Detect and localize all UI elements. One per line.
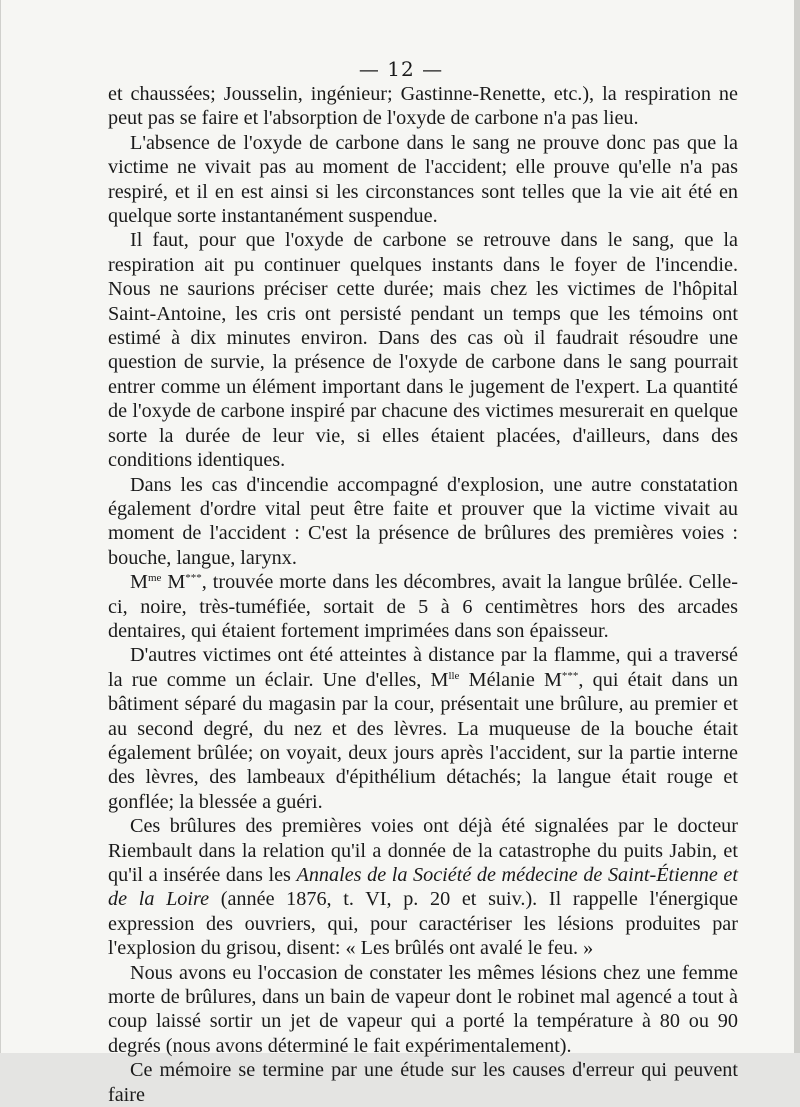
paragraph-6-after: , qui était dans un bâtiment séparé du magasin par la cour, présentait une brûlure, au premier et au second degré, du nez et des lèvres. La muqueuse de la bouche était également brûlée; on voyait, deux jours après l'accident, sur la partie interne des lèvres, des lambeaux d'épithélium détachés; la langue était rouge et gonflée; la blessée a guéri.: [108, 668, 738, 813]
honorific-mlle: M: [430, 668, 449, 691]
victim-name: M: [167, 571, 186, 594]
paragraph-5: [108, 570, 738, 643]
paragraph-7: [108, 814, 738, 960]
body-text: [108, 82, 738, 1107]
paragraph-7-before: Ces brûlures des premières voies ont déjà été signalées par le docteur Riembault dans la relation qu'il a donnée de la catastrophe du puits Jabin, et qu'il a insérée dans les: [108, 815, 738, 886]
paragraph-1: et chaussées; Jousselin, ingénieur; Gastinne-Renette, etc.), la respiration ne peut pas se faire et l'absorption de l'oxyde de carbone n'a pas lieu.: [108, 83, 738, 130]
paragraph-2: L'absence de l'oxyde de carbone dans le sang ne prouve donc pas que la victime ne vivait pas au moment de l'accident; elle prouve qu'elle n'a pas respiré, et il en est ainsi si les circonstances sont telles que la vie ait été en quelque sorte instantanément suspendue.: [108, 131, 738, 228]
journal-title: Annales de la Société de médecine de Saint-Étienne et de la Loire: [108, 864, 738, 911]
honorific-mme-sup: me: [147, 572, 162, 585]
victim-name-sup: ***: [185, 572, 202, 585]
paragraph-9: Ce mémoire se termine par une étude sur les causes d'erreur qui peuvent faire: [108, 1059, 738, 1106]
paragraph-7-after: (année 1876, t. VI, p. 20 et suiv.). Il rappelle l'énergique expression des ouvriers, qui, pour caractériser les lésions produites par l'explosion du grisou, disent: « Les brûlés ont avalé le feu. »: [108, 888, 738, 960]
page-number: — 12 —: [358, 57, 444, 81]
honorific-mme: M: [130, 571, 148, 594]
victim-name-melanie: Mélanie M: [459, 668, 562, 691]
paragraph-6-before: D'autres victimes ont été atteintes à distance par la flamme, qui a traversé la rue comme un éclair. Une d'elles,: [108, 644, 738, 691]
paragraph-6: [108, 643, 738, 814]
paragraph-4: Dans les cas d'incendie accompagné d'explosion, une autre constatation également d'ordre vital peut être faite et prouver que la victime vivait au moment de l'accident : C'est la présence de brûlures des premières voies : bouche, langue, larynx.: [108, 473, 738, 569]
paragraph-3: Il faut, pour que l'oxyde de carbone se retrouve dans le sang, que la respiration ait pu continuer quelques instants dans le foyer de l'incendie. Nous ne saurions préciser cette durée; mais chez les victimes de l'hôpital Saint-Antoine, les cris ont persisté pendant un temps que les témoins ont estimé à dix minutes environ. Dans des cas où il faudrait résoudre une question de survie, la présence de l'oxyde de carbone dans le sang pourrait entrer comme un élément important dans le jugement de l'expert. La quantité de l'oxyde de carbone inspiré par chacune des victimes mesurerait en quelque sorte la durée de leur vie, si elles étaient placées, d'ailleurs, dans des conditions identiques.: [108, 229, 738, 472]
paragraph-5-text: , trouvée morte dans les décombres, avait la langue brûlée. Celle-ci, noire, très-tuméfiée, sortait de 5 à 6 centimètres hors des arcades dentaires, qui étaient fortement imprimées dans son épaisseur.: [108, 571, 738, 642]
honorific-mlle-sup: lle: [448, 669, 460, 682]
paragraph-8: Nous avons eu l'occasion de constater les mêmes lésions chez une femme morte de brûlures, dans un bain de vapeur dont le robinet mal agencé a tout à coup laissé sortir un jet de vapeur qui a porté la température à 80 ou 90 degrés (nous avons déterminé le fait expérimentalement).: [108, 961, 738, 1057]
victim-name-melanie-sup: ***: [561, 669, 579, 682]
